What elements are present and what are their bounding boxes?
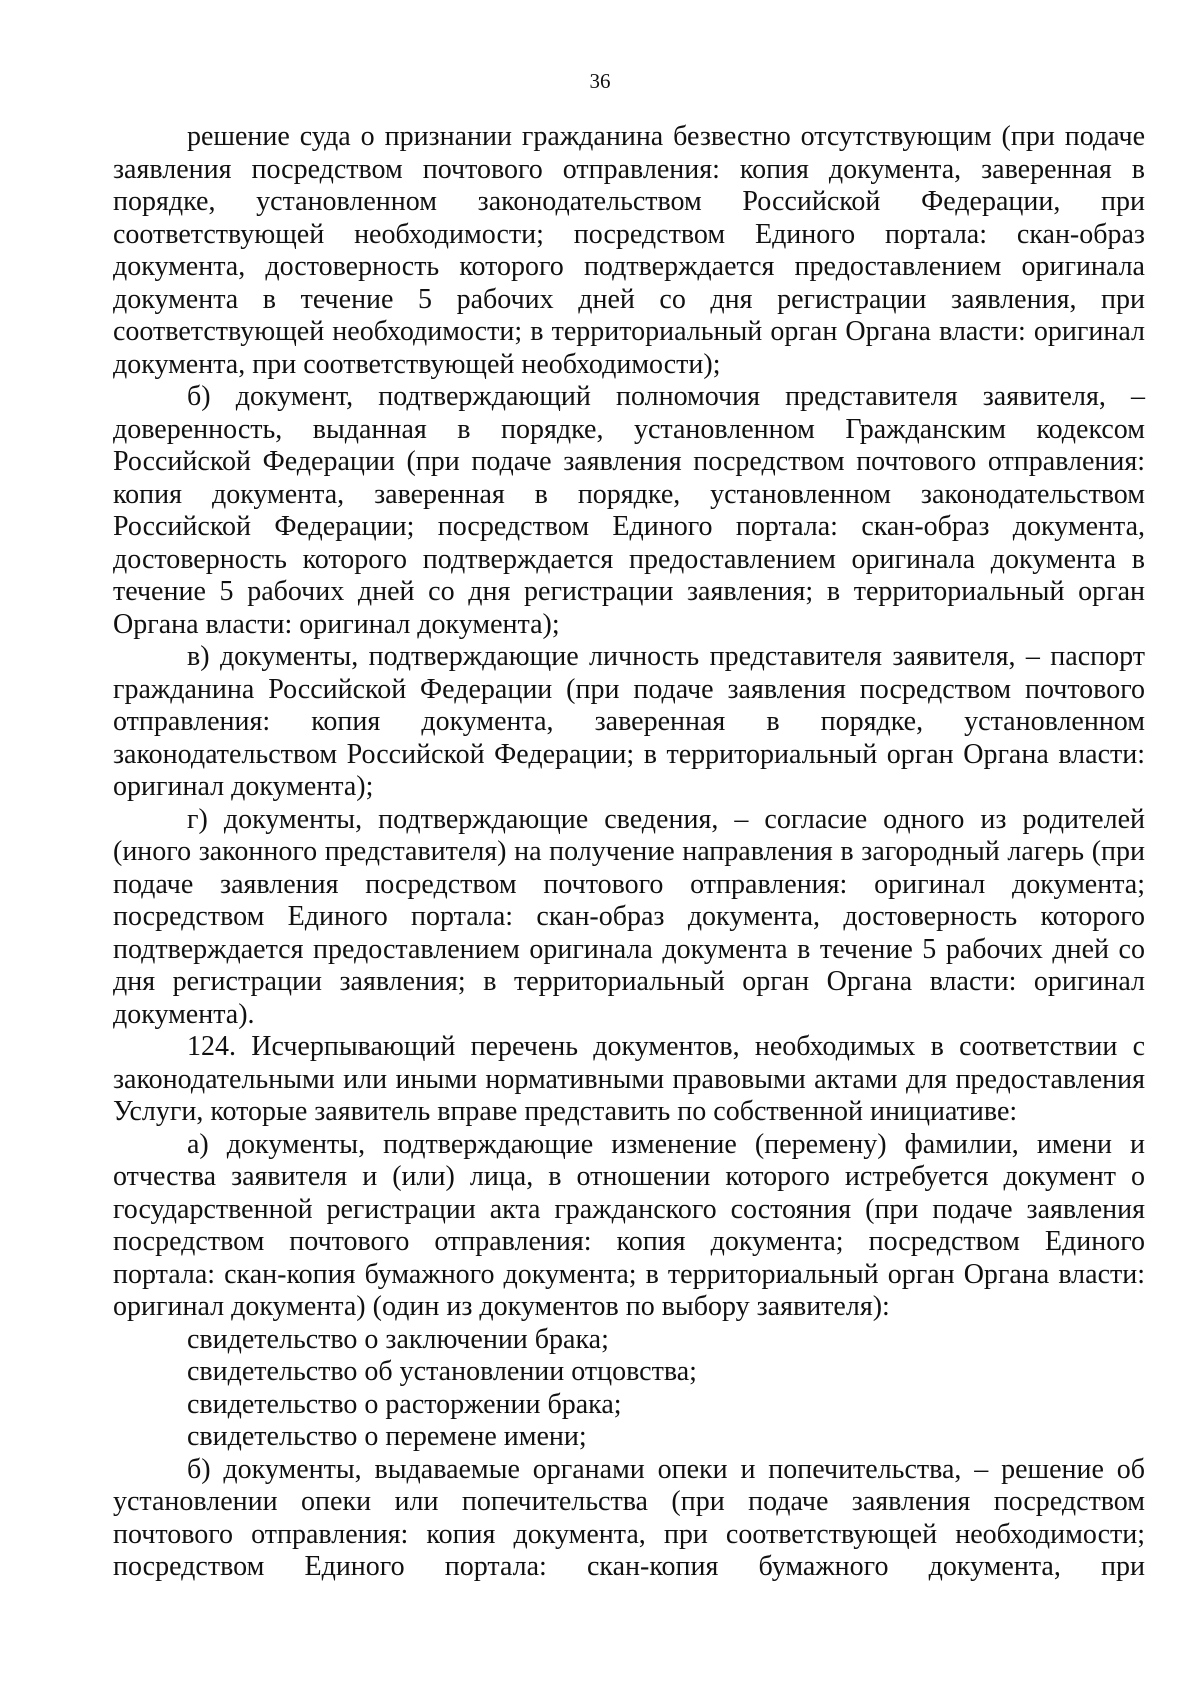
paragraph-v-identity-documents: в) документы, подтверждающие личность представителя заявителя, – паспорт гражданина Российской Федерации (при подаче заявления посредством почтового отправления: копия документа, заверенная в порядке, установленном законодательством Российской Федерации; в территориальный орган Органа власти: оригинал документа); [113,641,1145,802]
list-item-marriage-certificate: свидетельство о заключении брака; [187,1323,609,1355]
page-number: 36 [589,69,611,93]
paragraph-b-guardianship-documents: б) документы, выдаваемые органами опеки и попечительства, – решение об установлении опеки или попечительства (при подаче заявления посредством почтового отправления: копия документа, при соответствующей необходимости; посредством Единого портала: скан-копия бумажного документа, при [113,1453,1145,1582]
list-item-divorce-certificate: свидетельство о расторжении брака; [187,1388,622,1420]
paragraph-g-consent-documents: г) документы, подтверждающие сведения, – согласие одного из родителей (иного законного представителя) на получение направления в загородный лагерь (при подаче заявления посредством почтового отправления: оригинал документа; посредством Единого портала: скан-образ документа, достоверность которого подтверждается предоставлением оригинала документа в течение 5 рабочих дней со дня регистрации заявления; в территориальный орган Органа власти: оригинал документа). [113,803,1145,1030]
paragraph-court-decision: решение суда о признании гражданина безвестно отсутствующим (при подаче заявления посредством почтового отправления: копия документа, заверенная в порядке, установленном законодательством Российской Федерации, при соответствующей необходимости; посредством Единого портала: скан-образ документа, достоверность которого подтверждается предоставлением оригинала документа в течение 5 рабочих дней со дня регистрации заявления, при соответствующей необходимости; в территориальный орган Органа власти: оригинал документа, при соответствующей необходимости); [113,121,1145,380]
paragraph-124-document-list: 124. Исчерпывающий перечень документов, необходимых в соответствии с законодательными или иными нормативными правовыми актами для предоставления Услуги, которые заявитель вправе представить по собственной инициативе: [113,1031,1145,1127]
paragraph-a-name-change-documents: а) документы, подтверждающие изменение (перемену) фамилии, имени и отчества заявителя и (или) лица, в отношении которого истребуется документ о государственной регистрации акта гражданского состояния (при подаче заявления посредством почтового отправления: копия документа; посредством Единого портала: скан-копия бумажного документа; в территориальный орган Органа власти: оригинал документа) (один из документов по выбору заявителя): [113,1128,1145,1322]
document-body [113,121,1145,1584]
list-item-paternity-certificate: свидетельство об установлении отцовства; [187,1356,697,1387]
paragraph-b-power-of-attorney: б) документ, подтверждающий полномочия представителя заявителя, – доверенность, выданная в порядке, установленном Гражданским кодексом Российской Федерации (при подаче заявления посредством почтового отправления: копия документа, заверенная в порядке, установленном законодательством Российской Федерации; посредством Единого портала: скан-образ документа, достоверность которого подтверждается предоставлением оригинала документа в течение 5 рабочих дней со дня регистрации заявления; в территориальный орган Органа власти: оригинал документа); [113,381,1145,640]
list-item-name-change-certificate: свидетельство о перемене имени; [187,1421,587,1452]
